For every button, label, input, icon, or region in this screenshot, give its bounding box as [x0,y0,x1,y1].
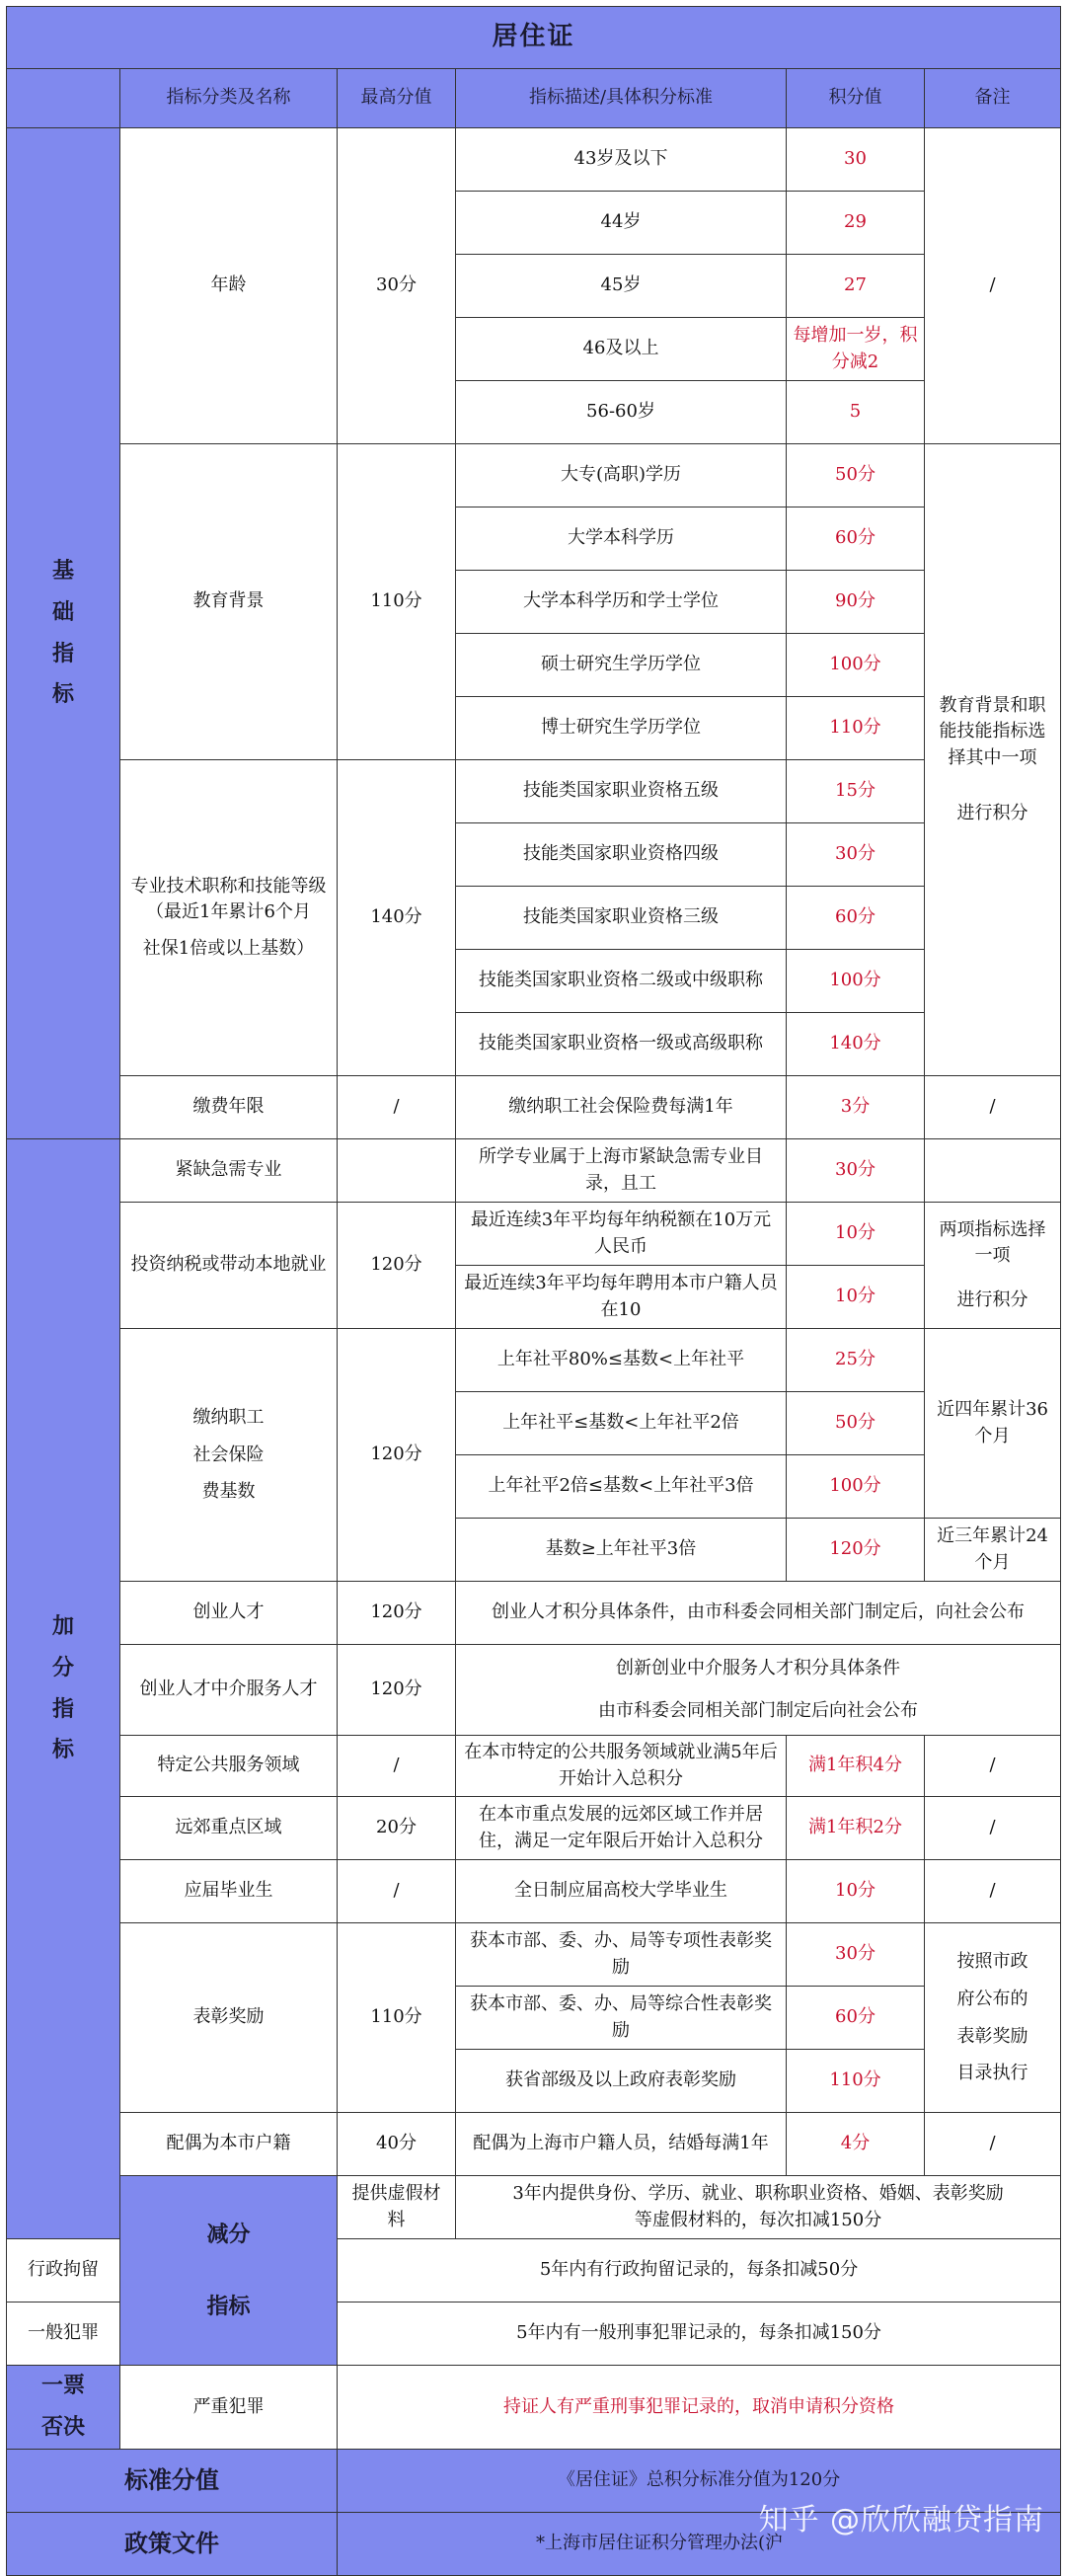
startup-max: 120分 [338,1582,456,1645]
grad-max: / [338,1860,456,1923]
table-cell: 基数≥上年社平3倍 [456,1519,787,1582]
header-score: 积分值 [787,69,925,128]
table-title: 居住证 [7,7,1061,69]
table-cell: 56-60岁 [456,381,787,444]
age-max: 30分 [338,128,456,444]
score-cell: 10分 [787,1203,925,1266]
score-cell: 满1年积4分 [787,1736,925,1797]
suburb-max: 20分 [338,1797,456,1860]
detention-desc: 5年内有行政拘留记录的，每条扣减50分 [338,2239,1061,2303]
spouse-name: 配偶为本市户籍 [120,2113,338,2176]
award-note: 按照市政 府公布的 表彰奖励 目录执行 [925,1923,1061,2113]
score-cell: 30 [787,128,925,192]
category-veto: 一票 否决 [7,2366,120,2450]
table-cell: 上年社平2倍≤基数<上年社平3倍 [456,1455,787,1519]
header-note: 备注 [925,69,1061,128]
score-cell: 10分 [787,1266,925,1329]
score-cell: 110分 [787,697,925,760]
score-cell: 满1年积2分 [787,1797,925,1860]
score-cell: 100分 [787,1455,925,1519]
startup-agent-desc: 创新创业中介服务人才积分具体条件 由市科委会同相关部门制定后向社会公布 [456,1645,1061,1736]
score-cell: 60分 [787,1987,925,2050]
score-cell: 60分 [787,507,925,571]
serious-desc: 持证人有严重刑事犯罪记录的，取消申请积分资格 [338,2366,1061,2450]
invest-name: 投资纳税或带动本地就业 [120,1203,338,1329]
crime-desc: 5年内有一般刑事犯罪记录的，每条扣减150分 [338,2303,1061,2366]
table-cell: 博士研究生学历学位 [456,697,787,760]
score-cell: 90分 [787,571,925,634]
startup-agent-name: 创业人才中介服务人才 [120,1645,338,1736]
score-cell: 50分 [787,444,925,507]
standard-label: 标准分值 [7,2449,338,2512]
serious-name: 严重犯罪 [120,2366,338,2450]
fake-desc: 3年内提供身份、学历、就业、职称职业资格、婚姻、表彰奖励 等虚假材料的，每次扣减150分 [456,2176,1061,2239]
score-cell: 30分 [787,823,925,887]
table-cell: 配偶为上海市户籍人员，结婚每满1年 [456,2113,787,2176]
table-cell: 45岁 [456,255,787,318]
score-cell: 10分 [787,1860,925,1923]
table-cell: 缴纳职工社会保险费每满1年 [456,1076,787,1139]
table-cell: 44岁 [456,192,787,255]
table-cell: 在本市重点发展的远郊区域工作并居住，满足一定年限后开始计入总积分 [456,1797,787,1860]
public-note: / [925,1736,1061,1797]
age-name: 年龄 [120,128,338,444]
table-cell: 技能类国家职业资格三级 [456,887,787,950]
startup-name: 创业人才 [120,1582,338,1645]
grad-name: 应届毕业生 [120,1860,338,1923]
table-cell: 技能类国家职业资格一级或高级职称 [456,1013,787,1076]
invest-max: 120分 [338,1203,456,1329]
header-name: 指标分类及名称 [120,69,338,128]
public-name: 特定公共服务领域 [120,1736,338,1797]
score-cell: 3分 [787,1076,925,1139]
edu-name: 教育背景 [120,444,338,760]
score-cell: 30分 [787,1923,925,1987]
score-cell: 15分 [787,760,925,823]
table-cell: 获本市部、委、办、局等综合性表彰奖励 [456,1987,787,2050]
shortage-note [925,1139,1061,1203]
skill-name: 专业技术职称和技能等级 （最近1年累计6个月 社保1倍或以上基数） [120,760,338,1076]
table-cell: 43岁及以下 [456,128,787,192]
social-max: 120分 [338,1329,456,1582]
detention-name: 行政拘留 [7,2239,120,2303]
table-cell: 硕士研究生学历学位 [456,634,787,697]
score-cell: 25分 [787,1329,925,1392]
invest-note: 两项指标选择一项 进行积分 [925,1203,1061,1329]
score-cell: 100分 [787,950,925,1013]
age-note: / [925,128,1061,444]
score-cell: 27 [787,255,925,318]
standard-value: 《居住证》总积分标准分值为120分 [338,2449,1061,2512]
payyears-note: / [925,1076,1061,1139]
score-cell: 110分 [787,2050,925,2113]
category-deduct: 减分 指标 [120,2176,338,2366]
table-cell: 最近连续3年平均每年纳税额在10万元人民币 [456,1203,787,1266]
score-cell: 29 [787,192,925,255]
table-cell: 大学本科学历和学士学位 [456,571,787,634]
shortage-max [338,1139,456,1203]
table-cell: 技能类国家职业资格四级 [456,823,787,887]
social-name: 缴纳职工 社会保险 费基数 [120,1329,338,1582]
score-cell: 60分 [787,887,925,950]
award-name: 表彰奖励 [120,1923,338,2113]
crime-name: 一般犯罪 [7,2303,120,2366]
suburb-name: 远郊重点区域 [120,1797,338,1860]
table-cell: 大专(高职)学历 [456,444,787,507]
startup-agent-max: 120分 [338,1645,456,1736]
table-cell: 最近连续3年平均每年聘用本市户籍人员在10 [456,1266,787,1329]
score-cell: 100分 [787,634,925,697]
table-cell: 技能类国家职业资格二级或中级职称 [456,950,787,1013]
spouse-note: / [925,2113,1061,2176]
table-cell: 所学专业属于上海市紧缺急需专业目录，且工 [456,1139,787,1203]
table-cell: 46及以上 [456,318,787,381]
payyears-name: 缴费年限 [120,1076,338,1139]
payyears-max: / [338,1076,456,1139]
watermark: 知乎 @欣欣融贷指南 [758,2503,1044,2537]
header-blank [7,69,120,128]
spouse-max: 40分 [338,2113,456,2176]
table-cell: 全日制应届高校大学毕业生 [456,1860,787,1923]
social-note-24: 近三年累计24个月 [925,1519,1061,1582]
grad-note: / [925,1860,1061,1923]
table-cell: 上年社平80%≤基数<上年社平 [456,1329,787,1392]
edu-max: 110分 [338,444,456,760]
award-max: 110分 [338,1923,456,2113]
table-cell: 在本市特定的公共服务领域就业满5年后开始计入总积分 [456,1736,787,1797]
table-cell: 上年社平≤基数<上年社平2倍 [456,1392,787,1455]
fake-name: 提供虚假材料 [338,2176,456,2239]
table-cell: 大学本科学历 [456,507,787,571]
startup-desc: 创业人才积分具体条件，由市科委会同相关部门制定后，向社会公布 [456,1582,1061,1645]
policy-label: 政策文件 [7,2512,338,2575]
shortage-name: 紧缺急需专业 [120,1139,338,1203]
social-note-36: 近四年累计36个月 [925,1329,1061,1519]
score-cell: 140分 [787,1013,925,1076]
table-cell: 技能类国家职业资格五级 [456,760,787,823]
score-cell: 5 [787,381,925,444]
score-cell: 30分 [787,1139,925,1203]
score-cell: 4分 [787,2113,925,2176]
table-cell: 获省部级及以上政府表彰奖励 [456,2050,787,2113]
table-cell: 获本市部、委、办、局等专项性表彰奖励 [456,1923,787,1987]
score-cell: 每增加一岁，积分减2 [787,318,925,381]
header-desc: 指标描述/具体积分标准 [456,69,787,128]
skill-max: 140分 [338,760,456,1076]
header-max: 最高分值 [338,69,456,128]
category-basic: 基 础 指 标 [7,128,120,1139]
score-cell: 120分 [787,1519,925,1582]
category-bonus: 加 分 指 标 [7,1139,120,2239]
public-max: / [338,1736,456,1797]
points-table [6,6,1061,2576]
score-cell: 50分 [787,1392,925,1455]
policy-value: *上海市居住证积分管理办法(沪 [338,2512,1061,2575]
edu-skill-note: 教育背景和职能技能指标选择其中一项 进行积分 [925,444,1061,1076]
suburb-note: / [925,1797,1061,1860]
